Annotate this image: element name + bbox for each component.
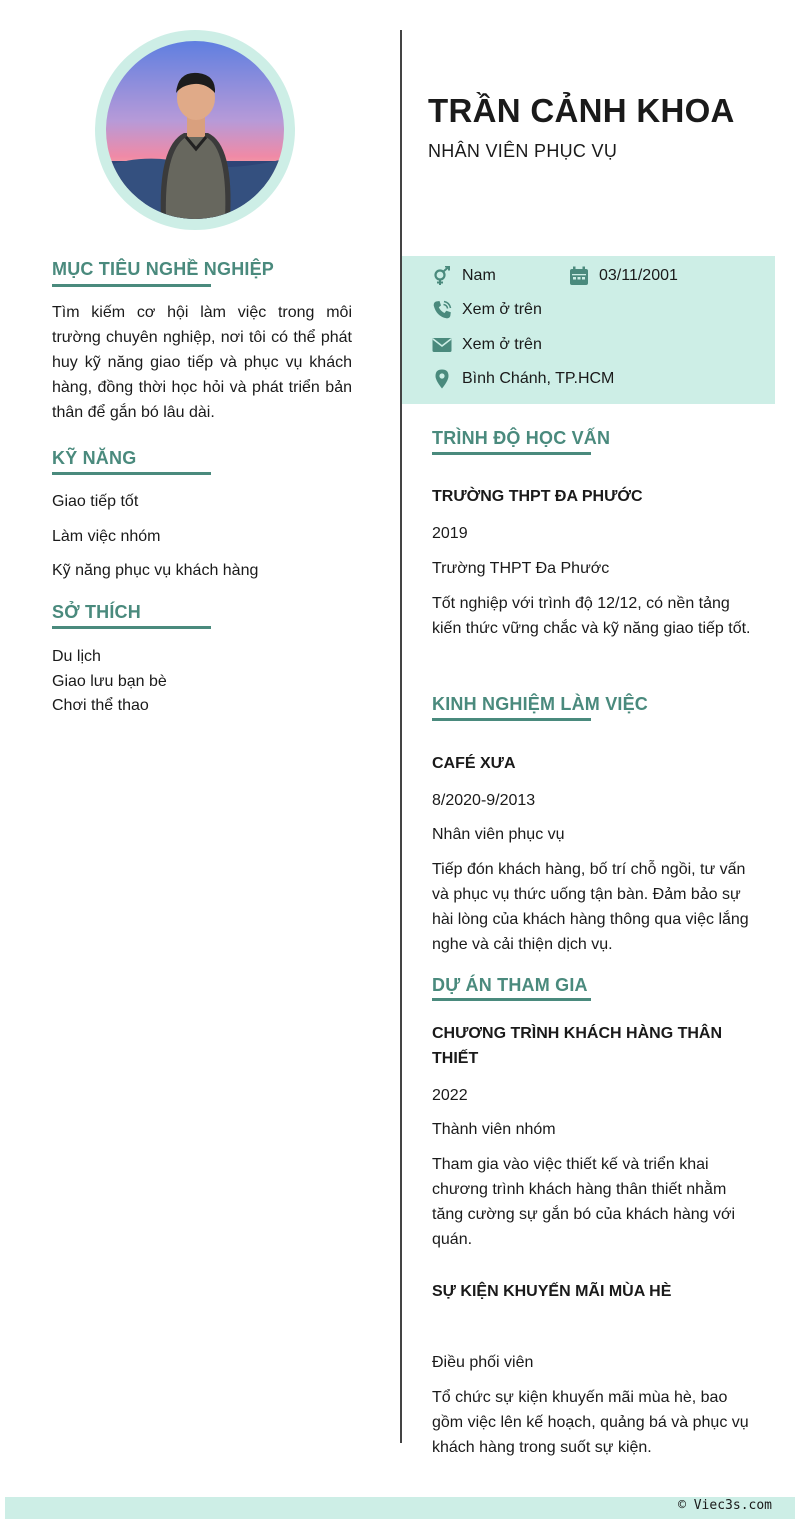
contact-email <box>432 335 542 355</box>
experience-description: Tiếp đón khách hàng, bố trí chỗ ngồi, tư vấn và phục vụ thức uống tận bàn. Đảm bảo sự hài lòng của khách hàng thông qua việc lắng nghe và cải thiện dịch vụ. <box>432 861 749 953</box>
hobbies-underline <box>52 626 211 629</box>
gender-icon <box>432 266 452 286</box>
experience-role: Nhân viên phục vụ <box>432 826 565 843</box>
skill-item: Làm việc nhóm <box>52 528 161 545</box>
phone-icon <box>432 300 452 320</box>
gender-value: Nam <box>462 267 496 284</box>
objective-underline <box>52 284 211 287</box>
contact-birthday <box>569 266 678 286</box>
candidate-name: TRẦN CẢNH KHOA <box>428 92 735 129</box>
project-year: 2022 <box>432 1087 468 1104</box>
email-value: Xem ở trên <box>462 336 542 353</box>
avatar <box>106 41 284 219</box>
hobby-item: Chơi thể thao <box>52 697 149 714</box>
contact-address <box>432 369 614 389</box>
project-description: Tham gia vào việc thiết kế và triển khai chương trình khách hàng thân thiết nhằm tăng cường sự gắn bó của khách hàng với quán. <box>432 1156 736 1248</box>
contact-phone <box>432 300 542 320</box>
skill-item: Kỹ năng phục vụ khách hàng <box>52 562 259 579</box>
project-name: CHƯƠNG TRÌNH KHÁCH HÀNG THÂN THIẾT <box>432 1025 723 1067</box>
footer-copyright: © Viec3s.com <box>678 1498 772 1513</box>
project-role: Điều phối viên <box>432 1354 534 1371</box>
objective-title: MỤC TIÊU NGHỀ NGHIỆP <box>52 259 275 279</box>
project-role: Thành viên nhóm <box>432 1121 556 1138</box>
contact-gender <box>432 266 496 286</box>
column-divider <box>400 30 402 1443</box>
education-title: TRÌNH ĐỘ HỌC VẤN <box>432 428 611 448</box>
address-value: Bình Chánh, TP.HCM <box>462 370 615 387</box>
candidate-position: NHÂN VIÊN PHỤC VỤ <box>428 141 618 161</box>
experience-period: 8/2020-9/2013 <box>432 792 536 809</box>
projects-title: DỰ ÁN THAM GIA <box>432 975 588 995</box>
education-year: 2019 <box>432 525 468 542</box>
footer-bar <box>5 1497 795 1519</box>
calendar-icon <box>569 266 589 286</box>
education-school: TRƯỜNG THPT ĐA PHƯỚC <box>432 488 643 505</box>
birthday-value: 03/11/2001 <box>599 267 678 284</box>
education-subtitle: Trường THPT Đa Phước <box>432 560 610 577</box>
phone-value: Xem ở trên <box>462 301 542 318</box>
experience-company: CAFÉ XƯA <box>432 755 516 772</box>
education-underline <box>432 452 591 455</box>
envelope-icon <box>432 335 452 355</box>
experience-title: KINH NGHIỆM LÀM VIỆC <box>432 694 649 714</box>
project-name: SỰ KIỆN KHUYẾN MÃI MÙA HÈ <box>432 1283 672 1300</box>
location-pin-icon <box>432 369 452 389</box>
experience-underline <box>432 718 591 721</box>
skill-item: Giao tiếp tốt <box>52 493 139 510</box>
education-description: Tốt nghiệp với trình độ 12/12, có nền tảng kiến thức vững chắc và kỹ năng giao tiếp tốt. <box>432 595 751 637</box>
objective-text: Tìm kiếm cơ hội làm việc trong môi trường chuyên nghiệp, nơi tôi có thể phát huy kỹ năng giao tiếp và phục vụ khách hàng, đồng thời học hỏi và phát triển bản thân để gắn bó lâu dài. <box>52 304 352 421</box>
projects-underline <box>432 998 591 1001</box>
project-description: Tổ chức sự kiện khuyến mãi mùa hè, bao gồm việc lên kế hoạch, quảng bá và phục vụ khách hàng trong suốt sự kiện. <box>432 1389 749 1456</box>
hobbies-title: SỞ THÍCH <box>52 602 141 622</box>
hobby-item: Du lịch <box>52 648 101 665</box>
hobby-item: Giao lưu bạn bè <box>52 673 167 690</box>
skills-title: KỸ NĂNG <box>52 448 137 468</box>
skills-underline <box>52 472 211 475</box>
